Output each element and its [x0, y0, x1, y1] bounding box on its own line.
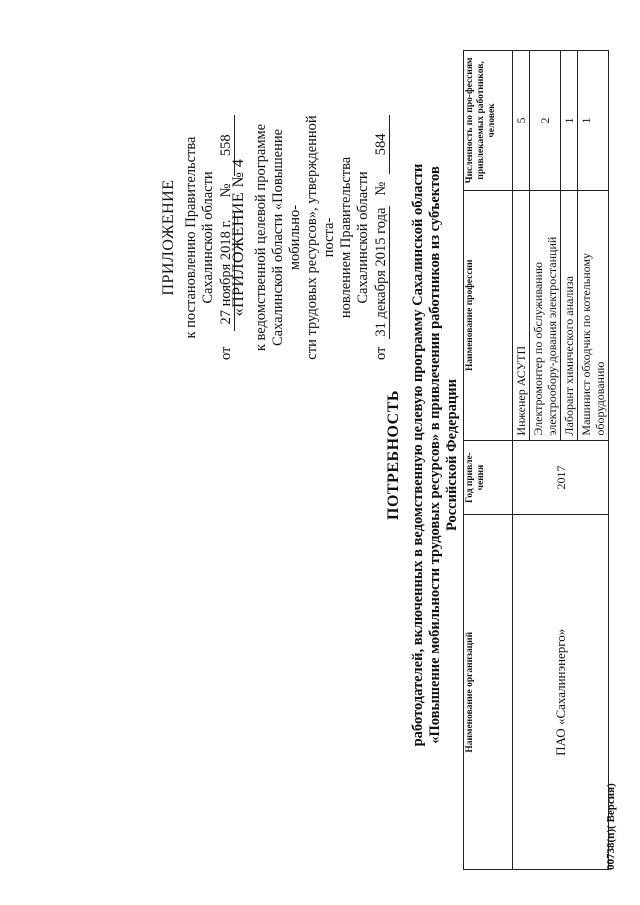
appendix-line: Сахалинской области: [200, 171, 216, 304]
appendix-number: 558: [219, 115, 235, 176]
document-heading: [385, 65, 461, 845]
count-cell: 1: [578, 51, 609, 191]
appendix-line: Сахалинской области: [355, 171, 371, 304]
profession-cell: Инженер АСУТП: [513, 190, 530, 440]
heading-title: ПОТРЕБНОСТЬ: [385, 390, 402, 520]
header-year: Год привле-чения: [464, 440, 513, 515]
appendix-line: к постановлению Правительства: [183, 136, 199, 339]
appendix-block: [230, 115, 390, 360]
heading-line: работодателей, включенных в ведомственную целевую программу Сахалинской области: [410, 163, 426, 747]
from-label: от: [218, 346, 234, 360]
profession-cell: Лаборант химического анализа: [561, 190, 578, 440]
year-cell: 2017: [513, 440, 609, 515]
document-footer-code: 00738(п)( Версия): [605, 783, 617, 870]
table-header-row: [464, 51, 513, 870]
header-count: Численность по про-фессиям привлекаемых работников, человек: [464, 51, 513, 191]
appendix-number: 584: [374, 115, 390, 174]
header-profession: Наименование профессии: [464, 190, 513, 440]
appendix-line: сти трудовых ресурсов», утвержденной поста-: [304, 115, 337, 360]
appendix-line: новлением Правительства: [338, 156, 354, 319]
header-org: Наименование организаций: [464, 515, 513, 870]
appendix-line: Сахалинской области «Повышение мобильно-: [270, 128, 303, 347]
appendix-title: ПРИЛОЖЕНИЕ: [160, 179, 177, 296]
profession-cell: Электромонтер по обслуживанию электрообору-дования электростанций: [530, 190, 561, 440]
appendix-title: «ПРИЛОЖЕНИЕ № 4: [230, 158, 247, 317]
count-cell: 5: [513, 51, 530, 191]
demand-table: [463, 50, 609, 870]
number-label: №: [373, 181, 389, 196]
appendix-block: [160, 115, 235, 360]
heading-line: «Повышение мобильности трудовых ресурсов» в привлечении работников из субъектов: [427, 166, 443, 744]
appendix-date: 31 декабря 2015 года: [373, 207, 389, 337]
count-cell: 2: [530, 51, 561, 191]
count-cell: 1: [561, 51, 578, 191]
number-label: №: [218, 183, 234, 198]
from-label: от: [373, 346, 389, 360]
profession-cell: Машинист обходчик по котельному оборудованию: [578, 190, 609, 440]
heading-line: Российской Федерации: [444, 379, 460, 532]
organization-cell: ПАО «Сахалинэнерго»: [513, 515, 609, 870]
appendix-date: 27 ноября 2018 г.: [219, 213, 235, 330]
appendix-line: к ведомственной целевой программе: [253, 123, 269, 352]
table-row: [513, 51, 530, 870]
